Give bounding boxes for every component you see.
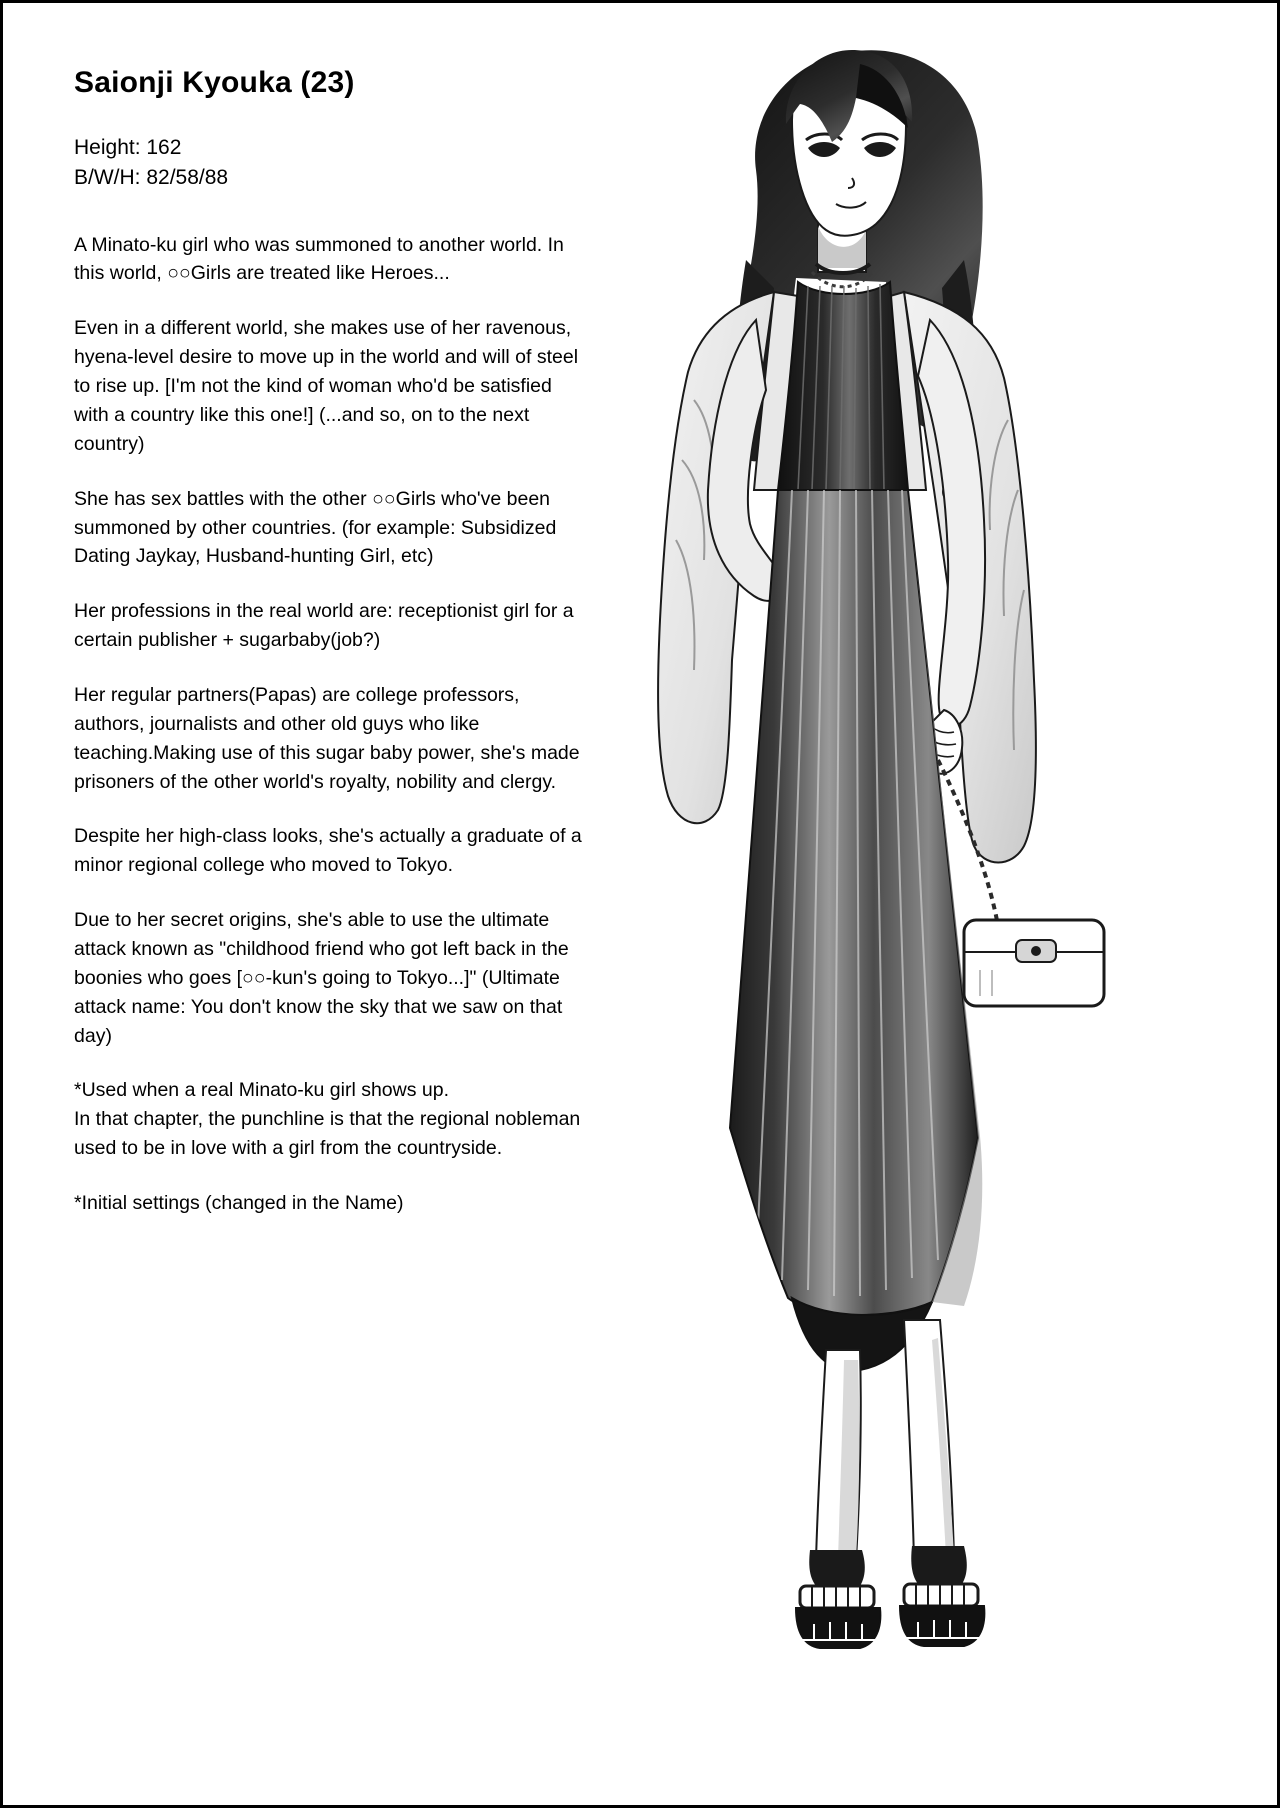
sandals — [796, 1546, 984, 1648]
paragraph-professions: Her professions in the real world are: receptionist girl for a certain publisher + sugarbaby(job?) — [74, 600, 574, 652]
paragraph-partners: Her regular partners(Papas) are college professors, authors, journalists and other old guys who like teaching.Making use of this sugar baby power, she's made prisoners of the other world's royalty, nobility and clergy. — [74, 683, 580, 793]
paragraph-ambition: Even in a different world, she makes use of her ravenous, hyena-level desire to move up in the world and will of steel to rise up. [I'm not the kind of woman who'd be satisfied with a country like this one!] (...and so, on to the next country) — [74, 317, 579, 455]
paragraph-footnote-usage: *Used when a real Minato-ku girl shows up. In that chapter, the punchline is that the regional nobleman used to be in love with a girl from the countryside. — [74, 1079, 581, 1160]
bodice — [778, 282, 908, 490]
paragraph-ultimate-attack: Due to her secret origins, she's able to use the ultimate attack known as "childhood friend who got left back in the boonies who goes [○○-kun's going to Tokyo...]" (Ultimate attack name: You don't know the sky that we saw on that day) — [74, 909, 569, 1047]
paragraph-origins: Despite her high-class looks, she's actually a graduate of a minor regional college who moved to Tokyo. — [74, 825, 582, 877]
page-title: Saionji Kyouka (23) — [74, 66, 355, 99]
character-stats: Height: 162 B/W/H: 82/58/88 — [74, 136, 229, 189]
character-illustration — [560, 20, 1260, 1780]
paragraph-battles: She has sex battles with the other ○○Girls who've been summoned by other countries. (for example: Subsidized Dating Jaykay, Husband-hunting Girl, etc) — [74, 487, 557, 568]
paragraph-summoned: A Minato-ku girl who was summoned to another world. In this world, ○○Girls are treated like Heroes... — [74, 233, 564, 285]
profile-text-column — [74, 66, 589, 1218]
paragraph-footnote-initial-settings: *Initial settings (changed in the Name) — [74, 1191, 404, 1214]
